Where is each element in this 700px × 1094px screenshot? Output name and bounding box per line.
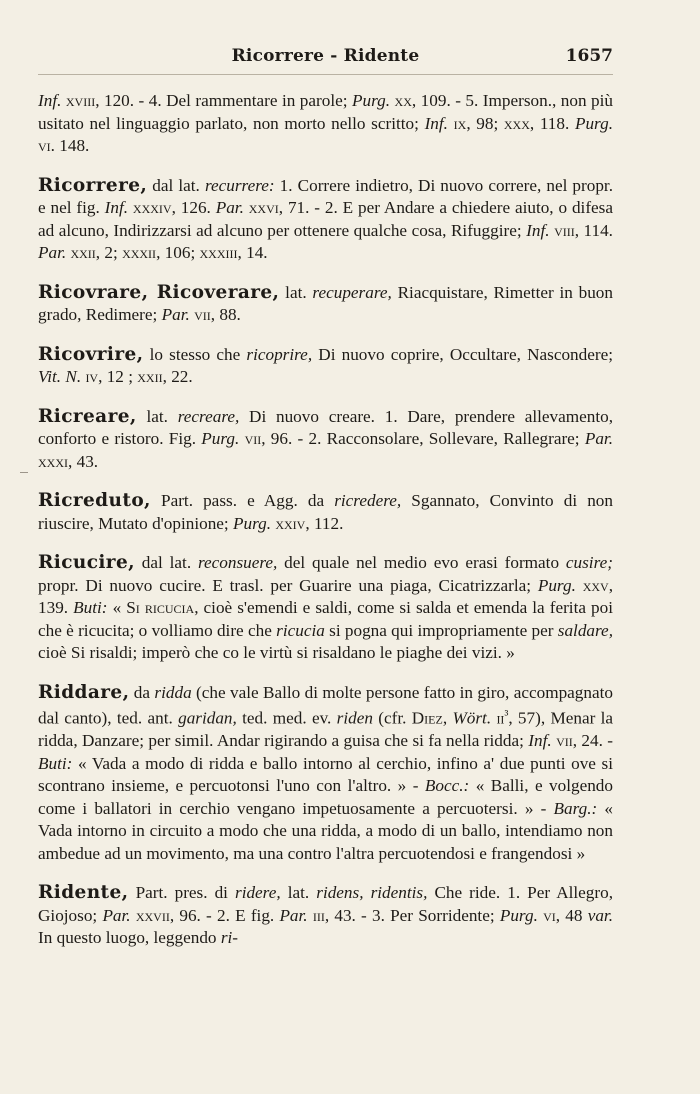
italic-text: ridere, [235,883,281,902]
italic-text: Par. [102,905,131,925]
italic-text: garidan, [178,708,237,728]
entry-text: ³ [504,708,509,722]
small-caps-text: xx [394,91,412,110]
entry-text: , 43. [68,451,99,471]
entry-text: , 112. [305,513,344,533]
small-caps-text: xxiv [275,513,306,533]
small-caps-text: Si ricucia [126,598,195,617]
entry-text: Che ride. 1. Per Allegro, Giojoso; [38,883,613,925]
italic-text: Purg. [574,113,613,133]
italic-text: ricredere, [334,491,402,510]
entry-text: , 43. - 3. Per Sorridente; [324,905,500,925]
entry-text: lat. [280,883,317,902]
small-caps-text: xxxiii [199,243,238,262]
italic-text: recreare, [177,406,240,426]
small-caps-text: xxii [70,243,96,262]
entry-text: , 114. [574,220,613,240]
header-rule [38,74,613,75]
italic-text: ri- [220,928,239,947]
small-caps-text: xxxiv [132,198,172,217]
italic-text: Inf. [528,731,552,750]
italic-text: Wört. [452,708,492,728]
entry-text: da [129,682,155,702]
margin-mark [20,472,28,473]
entry-ridente [38,882,613,950]
entry-text: Part. pres. di [128,883,235,902]
headword: Ricreare, [38,405,137,427]
small-caps-text: xxvi [248,198,279,217]
entry-ricovrare [38,282,613,327]
italic-text: Inf. [38,91,62,110]
headword: Ricorrere, [38,174,148,196]
entry-text: ted. med. ev. [236,708,337,728]
small-caps-text: vi [543,905,556,925]
italic-text: ricoprire, [246,344,313,364]
headword: Ricovrare, Ricoverare, [38,281,280,303]
italic-text: var. [587,905,613,925]
entry-text: , 2; [95,243,123,262]
entry-text: , 71. - 2. E per Andare a chiedere aiuto, o difesa ad alcuno, Indirizzarsi ad alcuno per ottenere qualche cosa, Rifuggire; [38,198,613,240]
italic-text: Buti: [73,598,108,617]
entry-text: , 24. - [572,731,613,750]
headword: Riddare, [38,681,130,703]
entry-text: , 22. [162,367,193,386]
entry-text: , 98; [466,113,504,133]
italic-text: Inf. [104,198,129,217]
entry-ricreduto [38,490,613,535]
headword: Ricreduto, [38,490,151,511]
entry-text: , 48 [555,905,588,925]
headword: Ridente, [38,882,129,903]
entry-text: , 139. [38,575,613,617]
small-caps-text: xxv [582,575,609,595]
small-caps-text: vi [38,136,51,155]
entry-text: lo stesso che [143,344,247,364]
entry-text: « [107,598,127,617]
entry-text: , 109. - 5. Imperson., non più usitato nel linguaggio parlato, non morto nello scritto; [38,91,614,133]
entry-text: , 126. [171,198,216,217]
italic-text: Buti: [38,753,73,773]
entry-text: dal lat. [134,553,198,572]
italic-text: Vit. N. [38,367,82,386]
entry-text: . 148. [50,136,90,155]
entry-text [576,576,583,595]
page-number: 1657 [565,46,613,66]
italic-text: Inf. [526,220,550,240]
small-caps-text: xxx [503,113,530,133]
entry-text: Di nuovo coprire, Occultare, Nascondere; [312,344,613,364]
entry-text: , 57), Menar la ridda, Danzare; per simil. Andar rigirando a guisa che si fa nella ridda; [38,708,614,750]
entry-text: , 120. - 4. Del rammentare in parole; [95,91,353,110]
entry-text: (cfr. [372,708,412,728]
italic-text: recuperare, [312,282,392,302]
entry-text: Riacquistare, Rimetter in buon grado, Redimere; [38,282,613,324]
small-caps-text: vii [244,429,262,448]
italic-text: Purg. [352,91,391,110]
header-title: Ricorrere - Ridente [231,46,420,66]
entry-text: , [442,708,453,728]
small-caps-text: vii [194,305,211,324]
small-caps-text: xviii [65,91,96,110]
entry-text: , 96. - 2. Racconsolare, Sollevare, Rallegrare; [261,429,585,448]
entry-text: « Balli, e volgendo come i ballatori in cerchio vengano impetuosamente a percuotersi. » - [38,776,613,818]
italic-text: ridda [154,682,192,702]
small-caps-text: xxvii [135,905,170,925]
italic-text: ridens, ridentis, [316,883,428,902]
entry-text: propr. Di nuovo cucire. E trasl. per Guarire una piaga, Cicatrizzarla; [38,575,538,595]
italic-text: Par. [279,905,308,925]
small-caps-text: xxii [137,367,163,386]
italic-text: recurrere: [204,175,275,195]
entry-text: , 96. - 2. E fig. [169,905,280,925]
small-caps-text: iv [85,367,99,386]
italic-text: Inf. [424,113,448,133]
entry-ricorrere [38,175,613,265]
entry-text: « Vada a modo di ridda e ballo intorno al cerchio, infino a' due punti ove si scontrano insieme, e percuotonsi l'uno con l'altro. » - [38,753,613,795]
dictionary-page [38,0,613,1094]
italic-text: cusire; [565,553,613,572]
entry-text: dal lat. [147,175,205,195]
entry-text: , 118. [529,113,575,133]
italic-text: Barg.: [553,798,598,818]
small-caps-text: iii [312,905,325,925]
italic-text: reconsuere, [197,553,278,572]
small-caps-text: Diez [411,708,443,728]
entry-text: Sgannato, Convinto di non riuscire, Mutato d'opinione; [38,491,613,533]
headword: Ricucire, [38,552,135,573]
entry-text: cioè Si risaldi; imperò che co le virtù si risaldano le piaghe dei vizi. » [38,643,515,662]
entry-text: , 106; [156,243,200,262]
entry-text: In questo luogo, leggendo [38,928,221,947]
entry-riddare [38,682,613,866]
italic-text: riden [336,708,373,728]
small-caps-text: ix [453,113,467,133]
entry-text: , 12 ; [98,367,138,386]
italic-text: Purg. [201,429,240,448]
entry-text: Part. pass. e Agg. da [150,491,335,510]
entry-text: , 14. [237,243,268,262]
entry-text: , 88. [210,305,241,324]
small-caps-text: xxxi [38,451,68,471]
running-header [38,44,613,74]
entry-text: Di nuovo creare. 1. Dare, prendere allevamento, conforto e ristoro. Fig. [38,406,613,448]
small-caps-text: viii [554,220,575,240]
entry-text: lat. [279,282,313,302]
italic-text: Purg. [537,575,576,595]
italic-text: ricucia [276,620,325,640]
italic-text: Par. [161,305,190,324]
italic-text: Bocc.: [424,776,470,795]
italic-text: Par. [215,198,244,217]
italic-text: Purg. [499,905,538,925]
small-caps-text: ii [496,708,505,728]
small-caps-text: xxxii [122,243,157,262]
entry-ricucire [38,552,613,665]
headword: Ricovrire, [38,343,144,365]
entry-ricovrire [38,344,613,389]
entry-text: (che vale Ballo di molte persone fatto in giro, accompagnato dal canto), ted. ant. [38,682,613,728]
italic-text: Purg. [233,513,272,533]
entry-text: del quale nel medio evo erasi formato [277,553,566,572]
small-caps-text: vii [556,731,573,750]
entries [38,90,613,967]
entry-text: 1. Correre indietro, Di nuovo correre, nel propr. e nel fig. [38,175,613,217]
entry-continuation [38,90,613,158]
italic-text: Par. [584,429,613,448]
entry-text: lat. [136,406,178,426]
entry-text: « Vada intorno in circuito a modo che una ridda, a modo di un ballo, intendiamo non ambedue ad un movimento, ma una contro l'altra percuotendosi e frangendosi » [38,798,614,863]
entry-text: si pogna qui impropriamente per [324,620,558,640]
italic-text: Par. [38,243,67,262]
entry-ricreare [38,406,613,474]
italic-text: saldare, [557,620,613,640]
entry-text: , cioè s'emendi e saldi, come si salda et emenda la ferita poi che è ricucita; o volliamo dire che [38,598,614,640]
